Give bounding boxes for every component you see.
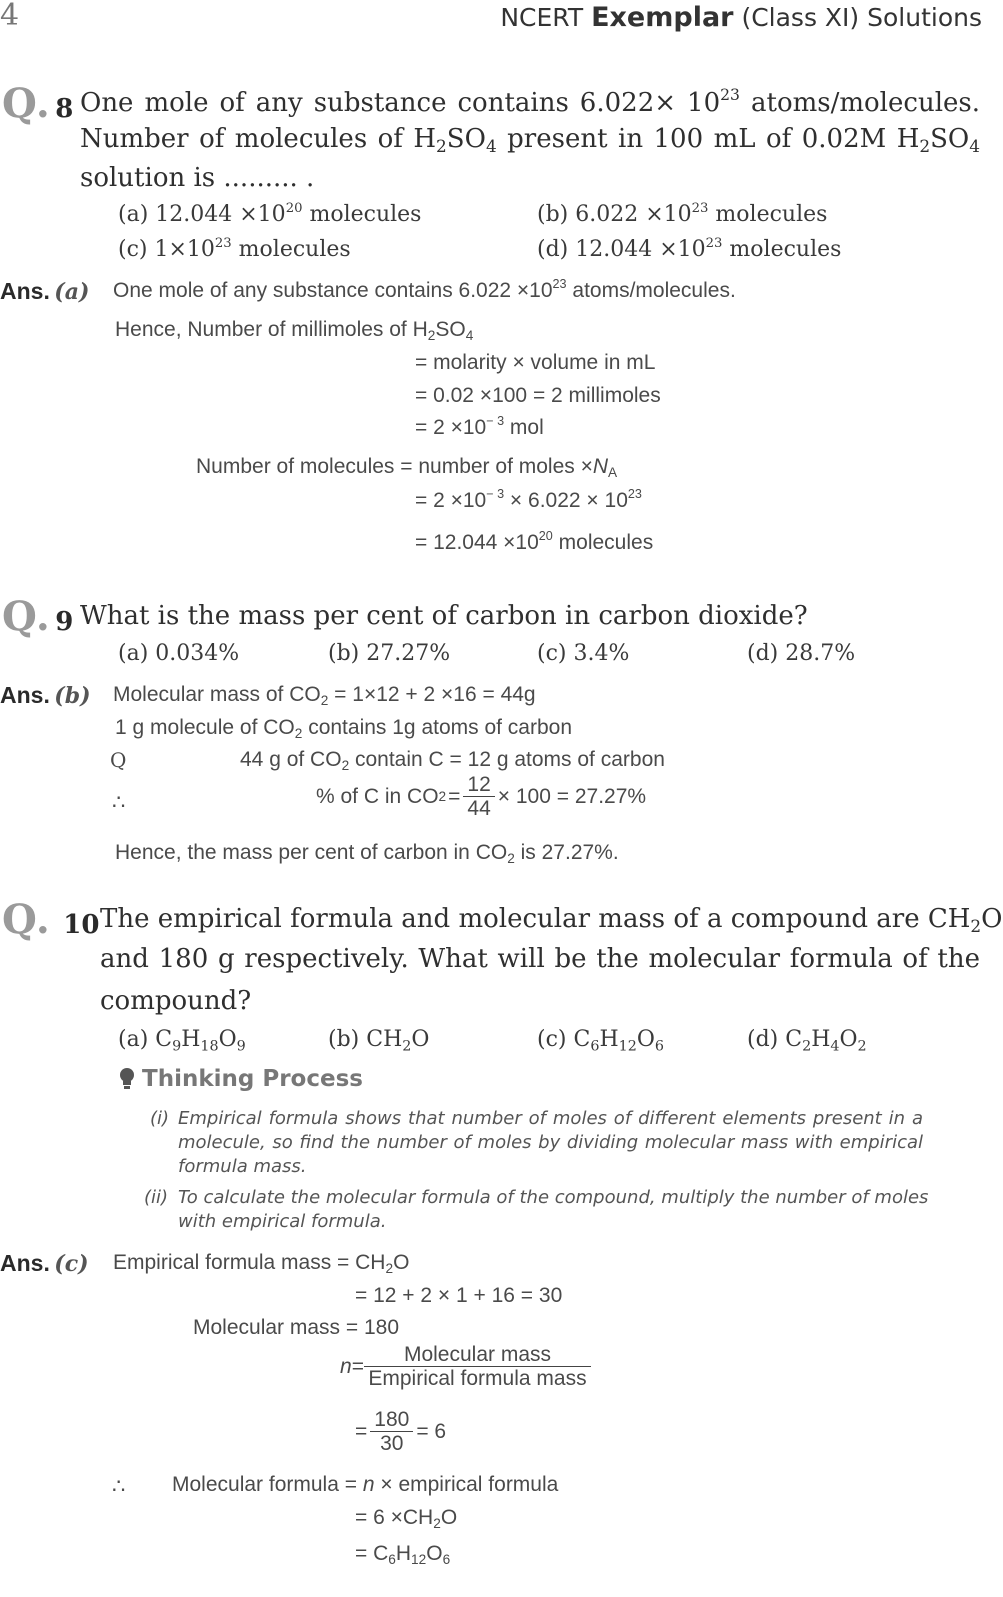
q10-option-b: (b) $CH_2O$ [328,1027,430,1055]
q9-option-b: (b) 27.27% [328,641,451,666]
q10-answer-line2: = 12 + 2 × 1 + 16 = 30 [355,1284,563,1307]
q10-option-d: (d) $C_2H_4O_2$ [747,1027,867,1055]
fraction-molecular-over-empirical: $\frac{\text{Molecular mass}}{\text{Empirical formula mass}}$ [364,1343,591,1390]
tp1-line3: formula mass. [178,1156,307,1177]
q8-answer-line3: = molarity × volume in mL [415,351,656,374]
q10-answer-line6: Molecular formula = n × empirical formula [172,1473,559,1496]
q8-option-d: (d) $12.044 \times 10^{23}$ molecules [537,235,842,262]
thinking-process-title: Thinking Process [142,1066,363,1092]
q8-answer-line1: One mole of any substance contains $6.022 \times 10^{23}$ atoms/molecules. [113,277,736,302]
q10-marker: Q. 10 [2,896,100,943]
q10-line3: compound? [100,986,252,1016]
header-prefix: NCERT [500,3,584,32]
q9-option-a: (a) 0.034% [118,641,240,666]
fraction-12-44: $\frac{12}{44}$ [463,773,494,820]
running-header [500,2,982,33]
tp2-line1: To calculate the molecular formula of the compound, multiply the number of moles [178,1187,929,1208]
q10-therefore-symbol: ∴ [112,1475,126,1498]
q9-marker: Q. 9 [2,593,74,640]
q-number: 8 [55,94,74,124]
q10-answer-line8: = $C_6H_{12}O_6$ [355,1542,451,1568]
q8-option-b: (b) $6.022 \times 10^{23}$ molecules [537,200,828,227]
q8-option-c: (c) $1\times 10^{23}$ molecules [118,235,351,262]
tp2-number: (ii) [144,1187,169,1208]
q8-answer-label: Ans. (a) [0,278,90,305]
q8-marker [2,80,73,127]
tp2-line2: with empirical formula. [178,1211,387,1232]
q8-answer-line6: Number of molecules = number of moles $\times N_A$ [196,455,618,481]
q8-answer-line5: = $2 \times 10^{- 3}$ mol [415,414,544,439]
q10-option-a: (a) $C_9H_{18}O_9$ [118,1027,246,1055]
q10-answer-line3: Molecular mass = 180 [193,1316,400,1339]
q8-answer-line7: = $2 \times 10^{- 3} \times 6.022 \times 10^{23}$ [415,487,642,512]
q9-answer-line3: 44 g of $CO_2$ contain C = 12 g atoms of carbon [240,748,665,774]
q9-answer-label: Ans. (b) [0,682,91,709]
q-mark: Q. [2,80,51,127]
q9-answer-line2: 1 g molecule of $CO_2$ contains 1g atoms of carbon [115,716,573,742]
q9-answer-line1: Molecular mass of $CO_2 = 1\times 12 + 2 \times 16 = 44g$ [113,683,536,709]
q9-because-symbol: Q [110,748,127,772]
tp1-line1: Empirical formula shows that number of moles of different elements present in a [178,1108,923,1129]
header-suffix: (Class XI) Solutions [741,3,982,32]
q10-answer-line5: = $\frac{180}{30}$ = 6 [355,1408,447,1456]
q8-answer-line8: = $12.044 \times 10^{20}$ molecules [415,529,654,554]
q8-answer-line2: Hence, Number of millimoles of $H_2SO_4$ [115,318,474,344]
q10-answer-line4: n = $\frac{\text{Molecular mass}}{\text{Empirical formula mass}}$ [340,1343,594,1390]
q9-option-d: (d) 28.7% [747,641,856,666]
q9-therefore-symbol: ∴ [112,791,126,814]
q9-question: What is the mass per cent of carbon in carbon dioxide? [80,601,808,631]
thinking-process-heading [118,1066,363,1092]
q10-answer-line7: = $6 \times CH_2O$ [355,1506,458,1532]
q8-line1: One mole of any substance contains $6.022\times 10^{23}$ atoms/molecules. [80,86,981,118]
header-bold: Exemplar [591,2,734,33]
q9-answer-line5: Hence, the mass per cent of carbon in $CO_2$ is 27.27%. [115,841,619,867]
fraction-180-30: $\frac{180}{30}$ [370,1408,413,1455]
lightbulb-icon [118,1067,136,1091]
q10-option-c: (c) $C_6H_{12}O_6$ [537,1027,664,1055]
q10-line2: and 180 g respectively. What will be the molecular formula of the [100,944,980,974]
q9-answer-line4: % of C in CO 2 = $\frac{12}{44}$ × 100 = 27.27% [316,773,647,821]
q8-line2: Number of molecules of $H_2SO_4$ present in 100 mL of 0.02M $H_2SO_4$ [80,124,981,157]
q10-answer-line1: Empirical formula mass = $CH_2O$ [113,1251,410,1277]
q8-option-a: (a) $12.044 \times 10^{20}$ molecules [118,200,422,227]
q8-line3: solution is ......... . [80,163,315,193]
q10-answer-label: Ans. (c) [0,1250,89,1277]
tp1-line2: molecule, so find the number of moles by dividing molecular mass with empirical [178,1132,923,1153]
q9-option-c: (c) 3.4% [537,641,630,666]
q10-line1: The empirical formula and molecular mass of a compound are $CH_2O$ [100,904,1003,937]
tp1-number: (i) [150,1108,170,1129]
q8-answer-line4: = 0.02 ×100 = 2 millimoles [415,384,661,407]
page-number: 4 [0,0,20,33]
